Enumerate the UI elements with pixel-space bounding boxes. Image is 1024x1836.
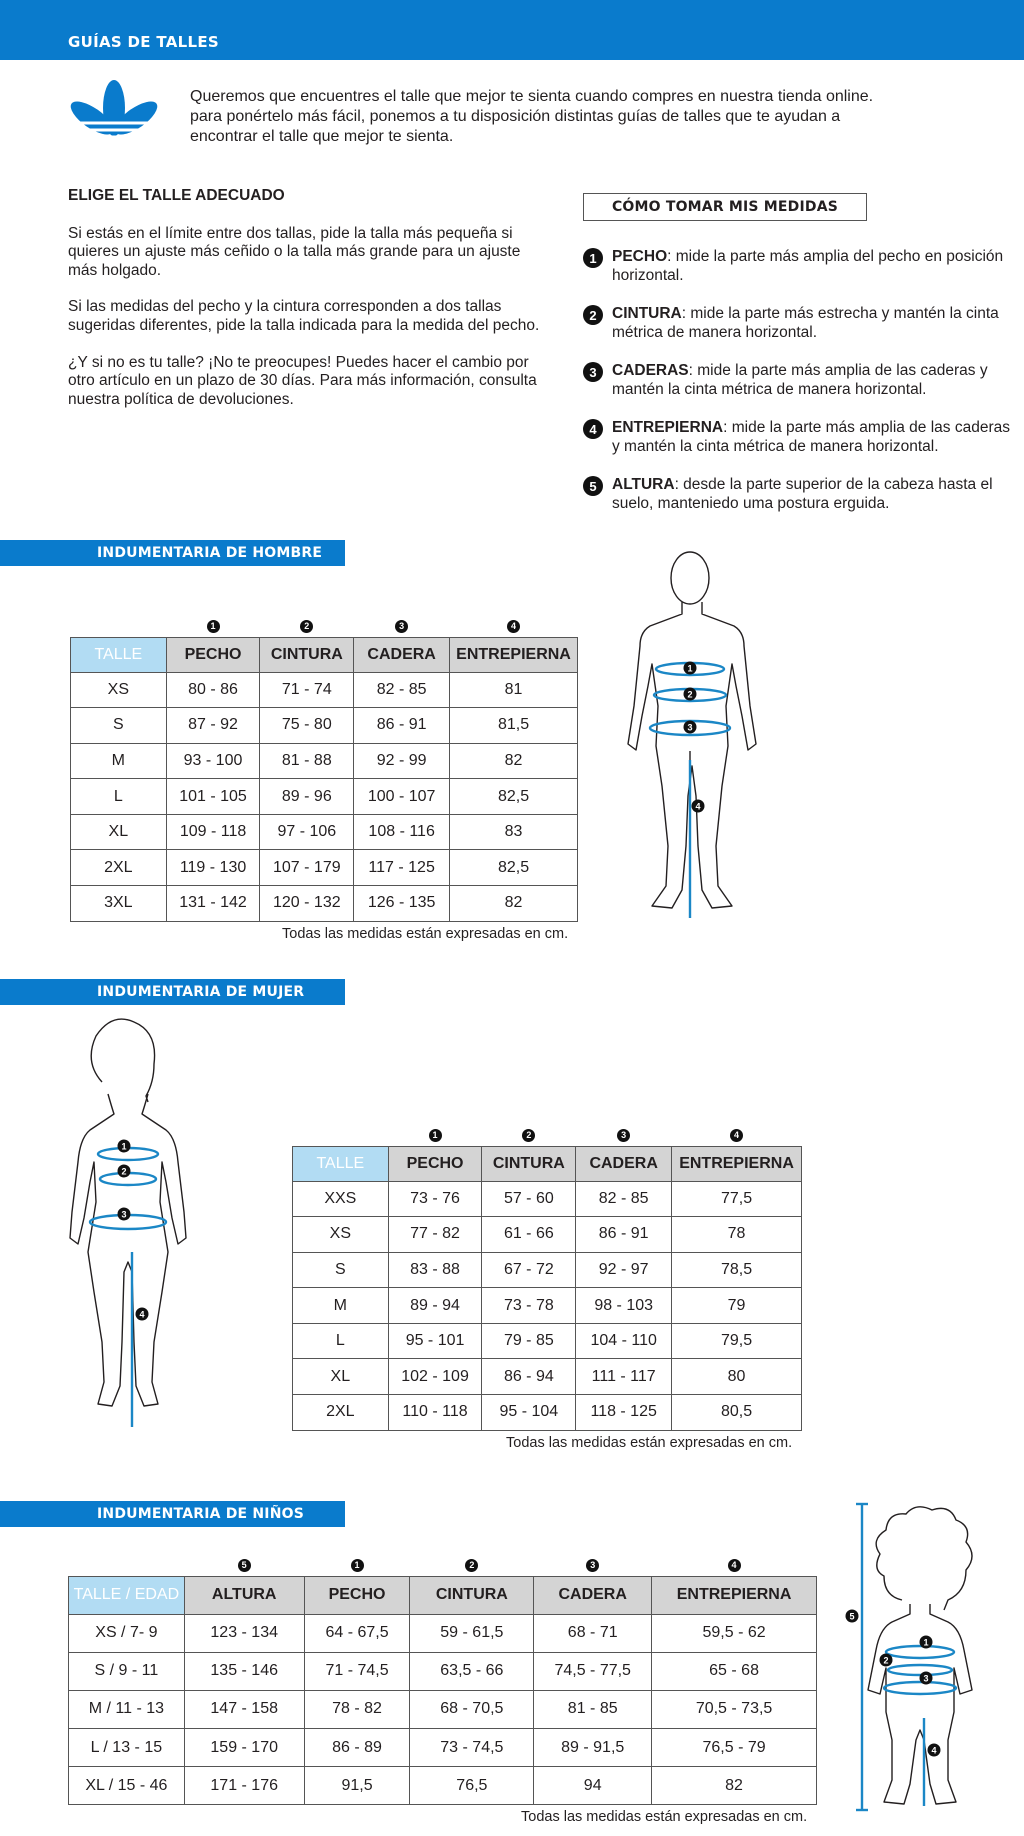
table-row bbox=[71, 708, 578, 744]
column-header: ENTREPIERNA bbox=[450, 637, 578, 672]
kids-section-title: INDUMENTARIA DE NIÑOS bbox=[0, 1501, 345, 1527]
table-row bbox=[293, 1359, 802, 1395]
figure-marker-label: 2 bbox=[883, 1655, 889, 1666]
column-header: ALTURA bbox=[184, 1576, 304, 1614]
table-cell: 108 - 116 bbox=[354, 814, 450, 850]
table-cell: 98 - 103 bbox=[576, 1288, 672, 1324]
table-cell: 94 bbox=[534, 1767, 652, 1805]
table-cell: L bbox=[71, 779, 167, 815]
women-size-table bbox=[292, 1121, 802, 1431]
table-row bbox=[293, 1252, 802, 1288]
choose-size-paragraph: ¿Y si no es tu talle? ¡No te preocupes! Puedes hacer el cambio por otro artículo en un plazo de 30 días. Para más información, consulta nuestra política de devoluciones. bbox=[68, 353, 537, 408]
page-title: GUÍAS DE TALLES bbox=[68, 33, 219, 51]
step-number-badge: 4 bbox=[583, 419, 603, 439]
column-marker-badge: 4 bbox=[730, 1129, 743, 1142]
table-cell: 78,5 bbox=[672, 1252, 802, 1288]
table-cell: 89 - 91,5 bbox=[534, 1729, 652, 1767]
table-cell: M bbox=[71, 743, 167, 779]
step-description: : mide la parte más amplia de las caderas y mantén la cinta métrica de manera horizontal. bbox=[612, 419, 1010, 455]
table-cell: 77 - 82 bbox=[388, 1217, 482, 1253]
kids-table-note: Todas las medidas están expresadas en cm. bbox=[521, 1809, 808, 1825]
table-cell: 76,5 - 79 bbox=[652, 1729, 817, 1767]
table-cell: 93 - 100 bbox=[166, 743, 260, 779]
how-to-measure-heading: CÓMO TOMAR MIS MEDIDAS bbox=[583, 193, 867, 221]
column-marker-badge: 2 bbox=[522, 1129, 535, 1142]
measure-steps-list bbox=[583, 247, 1013, 532]
table-cell: 111 - 117 bbox=[576, 1359, 672, 1395]
step-term: PECHO bbox=[612, 248, 668, 265]
table-cell: 82 bbox=[450, 886, 578, 922]
table-cell: 79,5 bbox=[672, 1323, 802, 1359]
column-marker bbox=[652, 1551, 817, 1576]
table-cell: 63,5 - 66 bbox=[410, 1652, 534, 1690]
table-cell: 89 - 96 bbox=[260, 779, 354, 815]
table-cell: 171 - 176 bbox=[184, 1767, 304, 1805]
column-marker bbox=[293, 1121, 389, 1146]
intro-line: encontrar el talle que mejor te sienta. bbox=[190, 128, 454, 145]
table-row bbox=[69, 1652, 817, 1690]
table-cell: 86 - 91 bbox=[576, 1217, 672, 1253]
table-cell: 147 - 158 bbox=[184, 1690, 304, 1728]
column-marker-badge: 3 bbox=[617, 1129, 630, 1142]
table-cell: XS bbox=[293, 1217, 389, 1253]
column-marker-badge: 4 bbox=[728, 1559, 741, 1572]
table-row bbox=[69, 1767, 817, 1805]
women-section-title: INDUMENTARIA DE MUJER bbox=[0, 979, 345, 1005]
table-cell: 109 - 118 bbox=[166, 814, 260, 850]
table-row bbox=[293, 1288, 802, 1324]
table-cell: 64 - 67,5 bbox=[304, 1614, 410, 1652]
column-marker bbox=[304, 1551, 410, 1576]
column-marker bbox=[260, 612, 354, 637]
step-term: ENTREPIERNA bbox=[612, 419, 724, 436]
table-cell: 2XL bbox=[71, 850, 167, 886]
step-description: : mide la parte más estrecha y mantén la cinta métrica de manera horizontal. bbox=[612, 305, 999, 341]
table-row bbox=[71, 886, 578, 922]
table-cell: 77,5 bbox=[672, 1181, 802, 1217]
table-cell: 104 - 110 bbox=[576, 1323, 672, 1359]
figure-marker-label: 1 bbox=[121, 1141, 127, 1152]
figure-marker-label: 3 bbox=[923, 1673, 929, 1684]
column-marker-badge: 2 bbox=[465, 1559, 478, 1572]
step-term: CADERAS bbox=[612, 362, 689, 379]
table-cell: 81 - 88 bbox=[260, 743, 354, 779]
column-marker-badge: 4 bbox=[507, 620, 520, 633]
table-cell: 100 - 107 bbox=[354, 779, 450, 815]
figure-marker-label: 1 bbox=[687, 663, 693, 674]
table-row bbox=[293, 1323, 802, 1359]
table-cell: XL bbox=[293, 1359, 389, 1395]
table-row bbox=[69, 1614, 817, 1652]
table-cell: 61 - 66 bbox=[482, 1217, 576, 1253]
table-row bbox=[71, 814, 578, 850]
table-cell: 89 - 94 bbox=[388, 1288, 482, 1324]
figure-marker-label: 4 bbox=[931, 1745, 937, 1756]
figure-marker-label: 4 bbox=[139, 1309, 145, 1320]
column-marker-badge: 3 bbox=[586, 1559, 599, 1572]
table-cell: 73 - 78 bbox=[482, 1288, 576, 1324]
table-cell: 74,5 - 77,5 bbox=[534, 1652, 652, 1690]
table-cell: 80 bbox=[672, 1359, 802, 1395]
column-header: ENTREPIERNA bbox=[672, 1146, 802, 1181]
column-marker bbox=[534, 1551, 652, 1576]
column-marker bbox=[71, 612, 167, 637]
table-cell: 78 bbox=[672, 1217, 802, 1253]
table-cell: M bbox=[293, 1288, 389, 1324]
table-cell: 110 - 118 bbox=[388, 1395, 482, 1431]
table-cell: 82,5 bbox=[450, 850, 578, 886]
column-header: ENTREPIERNA bbox=[652, 1576, 817, 1614]
table-cell: S bbox=[71, 708, 167, 744]
table-cell: XL bbox=[71, 814, 167, 850]
women-table-note: Todas las medidas están expresadas en cm. bbox=[506, 1435, 793, 1451]
table-cell: 91,5 bbox=[304, 1767, 410, 1805]
table-cell: 59 - 61,5 bbox=[410, 1614, 534, 1652]
column-marker bbox=[354, 612, 450, 637]
table-cell: 81 - 85 bbox=[534, 1690, 652, 1728]
column-header: PECHO bbox=[166, 637, 260, 672]
table-cell: 82,5 bbox=[450, 779, 578, 815]
column-header: CINTURA bbox=[260, 637, 354, 672]
table-cell: 68 - 70,5 bbox=[410, 1690, 534, 1728]
measure-step bbox=[583, 418, 1013, 456]
table-cell: 119 - 130 bbox=[166, 850, 260, 886]
step-number-badge: 2 bbox=[583, 305, 603, 325]
column-marker bbox=[69, 1551, 185, 1576]
column-marker bbox=[576, 1121, 672, 1146]
table-row bbox=[71, 672, 578, 708]
measure-step bbox=[583, 475, 1013, 513]
table-cell: 159 - 170 bbox=[184, 1729, 304, 1767]
table-cell: 92 - 99 bbox=[354, 743, 450, 779]
table-cell: 71 - 74,5 bbox=[304, 1652, 410, 1690]
step-description: : desde la parte superior de la cabeza hasta el suelo, manteniedo uma postura erguida. bbox=[612, 476, 993, 512]
men-body-figure bbox=[612, 546, 772, 926]
table-cell: 82 - 85 bbox=[576, 1181, 672, 1217]
column-header: TALLE bbox=[71, 637, 167, 672]
table-cell: 95 - 104 bbox=[482, 1395, 576, 1431]
table-cell: XS bbox=[71, 672, 167, 708]
table-cell: 2XL bbox=[293, 1395, 389, 1431]
table-cell: 92 - 97 bbox=[576, 1252, 672, 1288]
table-cell: 79 - 85 bbox=[482, 1323, 576, 1359]
table-cell: 68 - 71 bbox=[534, 1614, 652, 1652]
figure-marker-label: 5 bbox=[849, 1611, 855, 1622]
table-cell: 82 - 85 bbox=[354, 672, 450, 708]
table-cell: 86 - 91 bbox=[354, 708, 450, 744]
table-cell: 78 - 82 bbox=[304, 1690, 410, 1728]
column-marker-badge: 1 bbox=[429, 1129, 442, 1142]
step-term: ALTURA bbox=[612, 476, 675, 493]
table-cell: 135 - 146 bbox=[184, 1652, 304, 1690]
measure-step bbox=[583, 304, 1013, 342]
table-cell: 82 bbox=[652, 1767, 817, 1805]
step-number-badge: 1 bbox=[583, 248, 603, 268]
column-marker bbox=[482, 1121, 576, 1146]
table-cell: 83 - 88 bbox=[388, 1252, 482, 1288]
intro-text bbox=[190, 87, 990, 147]
figure-marker-label: 2 bbox=[687, 689, 693, 700]
table-cell: 95 - 101 bbox=[388, 1323, 482, 1359]
table-cell: S bbox=[293, 1252, 389, 1288]
choose-size-section bbox=[68, 187, 548, 427]
figure-marker-label: 3 bbox=[121, 1209, 127, 1220]
table-cell: 83 bbox=[450, 814, 578, 850]
column-marker bbox=[450, 612, 578, 637]
column-header: PECHO bbox=[304, 1576, 410, 1614]
table-cell: XL / 15 - 46 bbox=[69, 1767, 185, 1805]
table-cell: 67 - 72 bbox=[482, 1252, 576, 1288]
step-number-badge: 3 bbox=[583, 362, 603, 382]
table-row bbox=[71, 743, 578, 779]
table-cell: 73 - 76 bbox=[388, 1181, 482, 1217]
table-cell: 82 bbox=[450, 743, 578, 779]
column-header: CADERA bbox=[534, 1576, 652, 1614]
kids-size-table bbox=[68, 1551, 817, 1805]
table-row bbox=[69, 1690, 817, 1728]
table-cell: 65 - 68 bbox=[652, 1652, 817, 1690]
column-header: CADERA bbox=[576, 1146, 672, 1181]
column-header: PECHO bbox=[388, 1146, 482, 1181]
table-cell: 80 - 86 bbox=[166, 672, 260, 708]
table-cell: 76,5 bbox=[410, 1767, 534, 1805]
women-body-figure bbox=[62, 1012, 192, 1432]
column-header: CINTURA bbox=[482, 1146, 576, 1181]
men-table-note: Todas las medidas están expresadas en cm. bbox=[282, 926, 569, 942]
top-header-bar bbox=[0, 0, 1024, 60]
table-row bbox=[293, 1217, 802, 1253]
table-cell: XXS bbox=[293, 1181, 389, 1217]
table-cell: 70,5 - 73,5 bbox=[652, 1690, 817, 1728]
table-cell: 107 - 179 bbox=[260, 850, 354, 886]
figure-marker-label: 2 bbox=[121, 1166, 127, 1177]
measure-step bbox=[583, 247, 1013, 285]
column-marker-badge: 5 bbox=[238, 1559, 251, 1572]
intro-line: para ponértelo más fácil, ponemos a tu disposición distintas guías de talles que te ayudan a bbox=[190, 108, 841, 125]
table-cell: 118 - 125 bbox=[576, 1395, 672, 1431]
table-cell: L / 13 - 15 bbox=[69, 1729, 185, 1767]
column-header: TALLE / EDAD bbox=[69, 1576, 185, 1614]
table-cell: 117 - 125 bbox=[354, 850, 450, 886]
choose-size-paragraph: Si estás en el límite entre dos tallas, pide la talla más pequeña si quieres un ajuste más ceñido o la talla más grande para un ajuste más holgado. bbox=[68, 224, 521, 279]
choose-size-paragraph: Si las medidas del pecho y la cintura corresponden a dos tallas sugeridas diferentes, pide la talla indicada para la medida del pecho. bbox=[68, 298, 540, 334]
column-header: TALLE bbox=[293, 1146, 389, 1181]
column-marker-badge: 2 bbox=[300, 620, 313, 633]
table-cell: 102 - 109 bbox=[388, 1359, 482, 1395]
table-cell: 87 - 92 bbox=[166, 708, 260, 744]
column-marker-badge: 1 bbox=[207, 620, 220, 633]
step-number-badge: 5 bbox=[583, 476, 603, 496]
step-term: CINTURA bbox=[612, 305, 682, 322]
table-cell: 97 - 106 bbox=[260, 814, 354, 850]
kids-body-figure bbox=[844, 1500, 1014, 1820]
men-size-table bbox=[70, 612, 578, 922]
table-cell: XS / 7- 9 bbox=[69, 1614, 185, 1652]
table-cell: M / 11 - 13 bbox=[69, 1690, 185, 1728]
trefoil-logo bbox=[70, 80, 158, 146]
table-cell: 120 - 132 bbox=[260, 886, 354, 922]
column-marker bbox=[410, 1551, 534, 1576]
table-row bbox=[293, 1181, 802, 1217]
table-cell: 75 - 80 bbox=[260, 708, 354, 744]
figure-marker-label: 1 bbox=[923, 1637, 929, 1648]
column-marker bbox=[388, 1121, 482, 1146]
table-row bbox=[71, 779, 578, 815]
table-cell: 59,5 - 62 bbox=[652, 1614, 817, 1652]
step-description: : mide la parte más amplia de las caderas y mantén la cinta métrica de manera horizontal. bbox=[612, 362, 988, 398]
table-cell: 81 bbox=[450, 672, 578, 708]
table-cell: 123 - 134 bbox=[184, 1614, 304, 1652]
intro-line: Queremos que encuentres el talle que mejor te sienta cuando compres en nuestra tienda online. bbox=[190, 88, 874, 105]
choose-size-title: ELIGE EL TALLE ADECUADO bbox=[68, 187, 285, 204]
figure-marker-label: 3 bbox=[687, 722, 693, 733]
table-cell: 101 - 105 bbox=[166, 779, 260, 815]
table-cell: 80,5 bbox=[672, 1395, 802, 1431]
step-description: : mide la parte más amplia del pecho en posición horizontal. bbox=[612, 248, 1004, 284]
table-cell: 71 - 74 bbox=[260, 672, 354, 708]
table-cell: 126 - 135 bbox=[354, 886, 450, 922]
figure-marker-label: 4 bbox=[695, 801, 701, 812]
column-header: CINTURA bbox=[410, 1576, 534, 1614]
column-marker-badge: 3 bbox=[395, 620, 408, 633]
table-cell: S / 9 - 11 bbox=[69, 1652, 185, 1690]
column-marker bbox=[672, 1121, 802, 1146]
table-row bbox=[293, 1395, 802, 1431]
men-section-title: INDUMENTARIA DE HOMBRE bbox=[0, 540, 345, 566]
table-cell: 86 - 89 bbox=[304, 1729, 410, 1767]
table-cell: 81,5 bbox=[450, 708, 578, 744]
table-cell: 73 - 74,5 bbox=[410, 1729, 534, 1767]
column-marker bbox=[166, 612, 260, 637]
column-header: CADERA bbox=[354, 637, 450, 672]
table-row bbox=[71, 850, 578, 886]
table-cell: 131 - 142 bbox=[166, 886, 260, 922]
table-cell: 3XL bbox=[71, 886, 167, 922]
measure-step bbox=[583, 361, 1013, 399]
table-cell: 86 - 94 bbox=[482, 1359, 576, 1395]
table-cell: 79 bbox=[672, 1288, 802, 1324]
table-cell: 57 - 60 bbox=[482, 1181, 576, 1217]
table-cell: L bbox=[293, 1323, 389, 1359]
column-marker bbox=[184, 1551, 304, 1576]
table-row bbox=[69, 1729, 817, 1767]
column-marker-badge: 1 bbox=[351, 1559, 364, 1572]
